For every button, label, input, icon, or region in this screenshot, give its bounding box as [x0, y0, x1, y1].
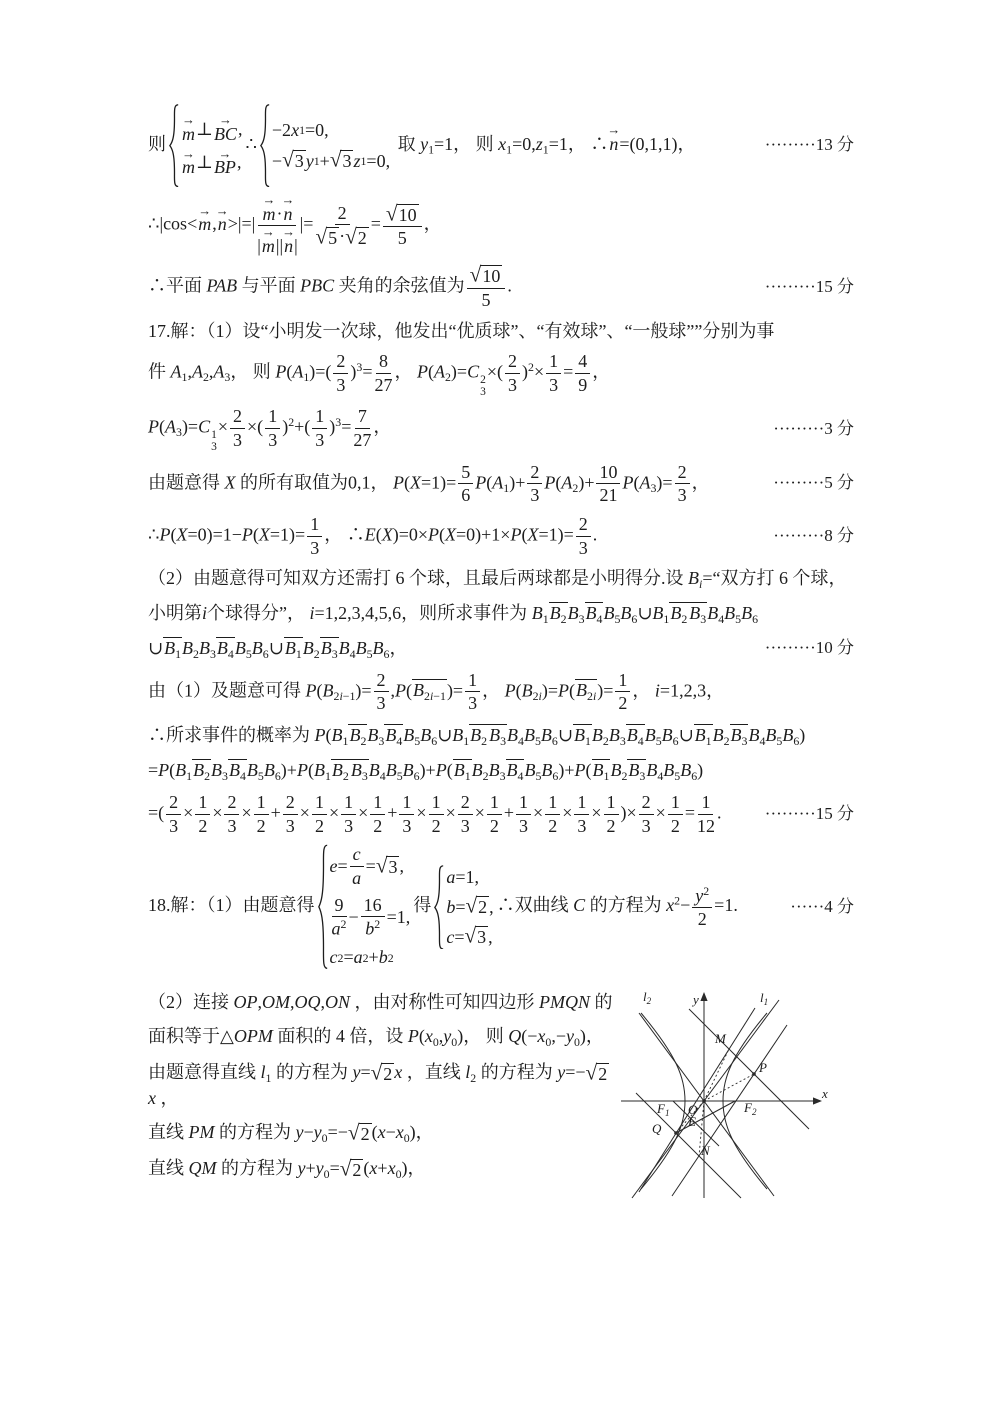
math-content: =( $\frac{2}{3}$ × $\frac{1}{2}$ × $\frac{2}{3}$ × $\frac{1}{2}$ + $\frac{2}{3}$ × $\frac{1}{2}$ × $\frac{1}{3}$ × $\frac{1}{2}$ + $\frac{1}{3}$ × $\frac{1}{2}$ × $\frac{2}{3}$ × $\frac{1}{2}$ + $\frac{1}{3}$ × $\frac{1}{2}$ × $\frac{1}{3}$ × $\frac{1}{2}$ )× $\frac{2}{3}$ × $\frac{1}{2}$ = $\frac{1}{12}$ . [148, 791, 722, 836]
math-line [148, 1156, 614, 1182]
math-content: $P(A_3)=C$ 1 3 × $\frac{2}{3}$ ×( $\frac{1}{3}$ )$^2$+( $\frac{1}{3}$ )$^3$= $\frac{7}{27}$ ， [148, 406, 392, 454]
math-content: ∴|cos< → m, → n>|=| → m· → n | → m|| → n| |= 2 √ 5 · √ 2 = √ 10 5 ， [148, 192, 442, 256]
math-line [148, 1120, 614, 1146]
math-line [148, 757, 854, 784]
math-content: ∴所求事件的概率为 $P(B_1B_2B_3B_4B_5B_6\cup B_1B_2$ $B_3B_4B_5B_6\cup B_1B_2B_3B_4B_5B_6\cup B_1B_2B_3B_4B_5B_6$) [148, 725, 806, 748]
math-content: ∴P(X=0)=1−P(X=1)= $\frac{1}{3}$ ， ∴E(X)=0×P(X=0)+1×P(X=1)= $\frac{2}{3}$ . [148, 513, 598, 558]
math-content: 件 $A_1,A_2,A_3$， 则 $P(A_1)=$( $\frac{2}{3}$ )$^3$= $\frac{8}{27}$ ， $P(A_2)=C$ 2 3 ×( $\frac{2}{3}$ )$^2$× $\frac{1}{3}$ = $\frac{4}{9}$ ， [148, 351, 611, 399]
figure-label-P: P [759, 1059, 767, 1075]
math-line [148, 1024, 614, 1050]
score-marker: ·········5 分 [773, 473, 854, 493]
score-marker: ·········10 分 [764, 637, 854, 657]
math-content: 小明第i个球得分”， i=1,2,3,4,5,6，则所求事件为 $B_1B_2B_3B_4B_5B_6\cup B_1B_2$ $B_3B_4B_5B_6$ [148, 603, 759, 626]
x-axis-arrow [813, 1097, 822, 1104]
math-line [148, 670, 854, 714]
math-content: （2）连接 OP,OM,OQ,ON ，由对称性可知四边形 PMQN 的 [148, 991, 613, 1012]
hyperbola-figure-canvas [619, 988, 854, 1203]
score-marker: ·········3 分 [773, 419, 854, 439]
math-line [148, 351, 854, 398]
point-P [752, 1072, 756, 1076]
solution-lines [148, 104, 854, 970]
figure-label-y-axis: y [693, 991, 699, 1007]
figure-label-O: O [688, 1101, 698, 1117]
math-line [148, 990, 614, 1014]
math-line [148, 566, 854, 592]
math-content: 由（1）及题意可得 $P(B_{2i-1})=$ $\frac{2}{3}$ $,P(B_{2i-1})=$ $\frac{1}{3}$ ， $P(B_{2i})=P(B_{2i})=$ $\frac{1}{2}$ ， i=1,2,3， [148, 669, 725, 714]
math-content: 直线 PM 的方程为 $y-y_0=-$ √ 2 $(x-x_0)$， [148, 1120, 434, 1145]
math-line [148, 722, 854, 749]
figure-label-l2: $l_2$ [643, 988, 652, 1006]
math-line [148, 462, 854, 506]
math-line [148, 844, 854, 970]
figure-label-N: N [701, 1142, 710, 1158]
problem18-part2-block [148, 980, 854, 1203]
math-content: 17.解：（1）设“小明发一次球，他发出“优质球”、“有效球”、“一般球””分别为事 [148, 320, 775, 341]
score-marker: ·········15 分 [764, 803, 854, 823]
figure-label-E: E [688, 1113, 696, 1129]
point-O [702, 1099, 706, 1103]
math-content: 18.解：（1）由题意得 e = $\frac{c}{a}$ = √ 3 , $\frac{9}{a^2}$ − $\frac{16}{b^2}$ =1, c 2 = a 2 + b 2 得 a =1, b = √ 2 , c = √ 3 , ∴双曲线 C 的方程为 $x^2-$ $\frac{y^2}{2}$ =1. [148, 844, 738, 968]
figure-label-Q: Q [652, 1120, 662, 1136]
score-marker: ·········8 分 [773, 525, 854, 545]
y-axis-arrow [700, 992, 707, 1001]
math-line [148, 635, 854, 662]
math-content: 由题意得 X 的所有取值为0,1， P(X=1)= $\frac{5}{6}$ $P(A_1)+$ $\frac{2}{3}$ $P(A_2)+$ $\frac{10}{21}$ $P(A_3)=$ $\frac{2}{3}$ ， [148, 461, 710, 506]
math-line [148, 264, 854, 310]
figure-label-F1: $F_1$ [657, 1100, 670, 1118]
math-line [148, 192, 854, 256]
math-line [148, 104, 854, 187]
point-Q [674, 1131, 678, 1135]
math-line [148, 514, 854, 558]
score-marker: ······4 分 [790, 896, 854, 916]
score-marker: ·········13 分 [764, 135, 854, 155]
score-marker: ·········15 分 [764, 277, 854, 297]
math-content: 则 → m ⊥ → BC , → m ⊥ → BP , ∴ −2 x 1 =0, − √ 3 y 1 + √ 3 z 1 =0, 取 $y_1=1$， 则 $x_1=0,z_1=1$， ∴ → n=(0,1,1)， [148, 104, 759, 187]
math-content: $\cup B_1B_2B_3B_4B_5B_6\cup B_1B_2B_3B_4B_5B_6$， [148, 637, 408, 661]
math-content: $=P(B_1B_2B_3B_4B_5B_6)+P(B_1B_2$ $B_3B_4B_5B_6)+P(B_1B_2B_3B_4B_5B_6)+P(B_1B_2B_3B_4B_5B_6)$ [148, 760, 704, 783]
math-content: 由题意得直线 $l_1$ 的方程为 y= √ 2 x ，直线 $l_2$ 的方程为 y=− √ 2 x ， [148, 1060, 608, 1108]
part2-text-column [148, 980, 614, 1203]
math-line [148, 600, 854, 627]
figure-label-F2: $F_2$ [744, 1099, 757, 1117]
dashed-OP [704, 1074, 754, 1101]
math-content: 直线 QM 的方程为 $y+y_0=$ √ 2 $(x+x_0)$， [148, 1156, 426, 1181]
line-MQ [639, 1008, 755, 1192]
math-content: 面积等于△OPM 面积的 4 倍，设 $P(x_0,y_0)$， 则 $Q(-x_0,-y_0)$， [148, 1026, 604, 1049]
figure-label-x-axis: x [822, 1085, 828, 1101]
hyperbola-figure [619, 988, 854, 1203]
math-line [148, 792, 854, 836]
answer-sheet [148, 96, 854, 1203]
figure-label-M: M [715, 1030, 726, 1046]
dashed-OM [704, 1049, 729, 1101]
math-line [148, 406, 854, 453]
math-line [148, 319, 854, 343]
math-content: （2）由题意得可知双方还需打 6 个球，且最后两球都是小明得分.设 $B_i=“$双方打 6 个球， [148, 568, 847, 592]
math-content: ∴平面 PAB 与平面 PBC 夹角的余弦值为 √ 10 5 . [148, 263, 512, 311]
math-line [148, 1060, 614, 1110]
figure-label-l1: $l_1$ [760, 989, 769, 1007]
